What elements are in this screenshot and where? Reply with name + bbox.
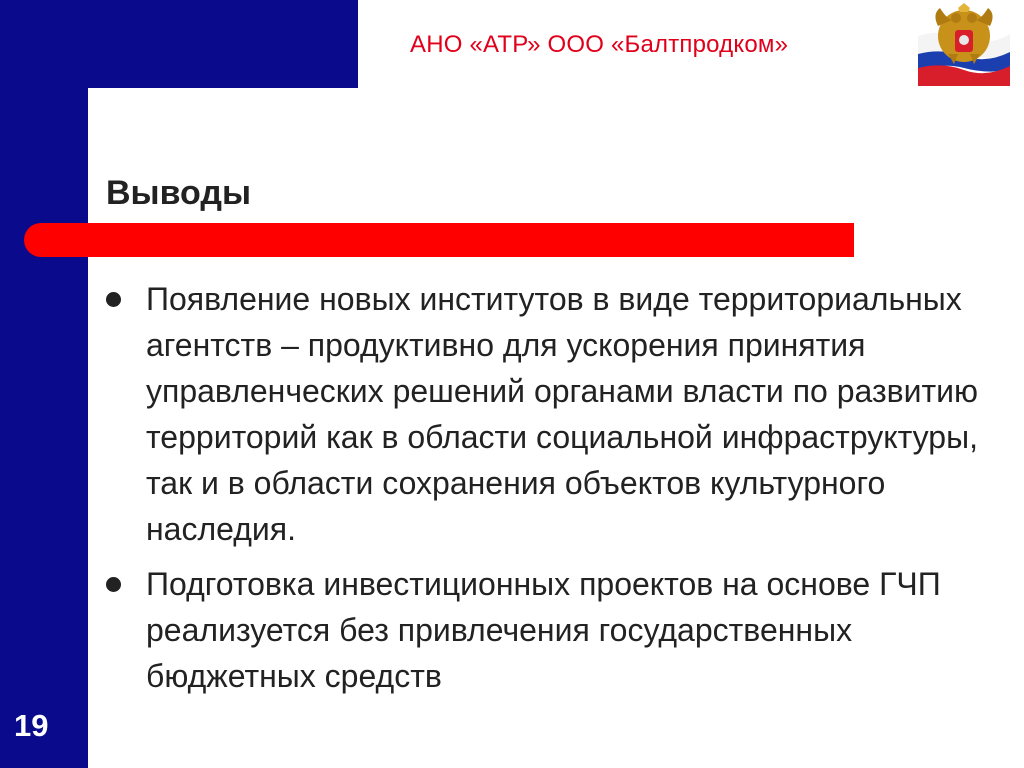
frame-left-band [0,0,88,768]
russian-coat-of-arms-with-flag-icon [918,2,1010,86]
slide-title: Выводы [106,174,251,212]
frame-top-band [0,0,358,88]
frame-inner-corner [88,88,132,132]
title-accent-bar [24,223,854,257]
header-organizations: АНО «АТР» ООО «Балтпродком» [410,31,789,58]
bullet-dot-icon [106,292,121,307]
bullet-dot-icon [106,577,121,592]
bullet-text: Подготовка инвестиционных проектов на основе ГЧП реализуется без привлечения государственных бюджетных средств [146,566,941,694]
slide-number: 19 [14,708,49,743]
bullet-item [104,561,1004,699]
bullet-item [104,276,1004,552]
bullet-list [104,276,1004,708]
bullet-text: Появление новых институтов в виде территориальных агентств – продуктивно для ускорения принятия управленческих решений органами власти по развитию территорий как в области социальной инфраструктуры, так и в области сохранения объектов культурного наследия. [146,281,979,547]
